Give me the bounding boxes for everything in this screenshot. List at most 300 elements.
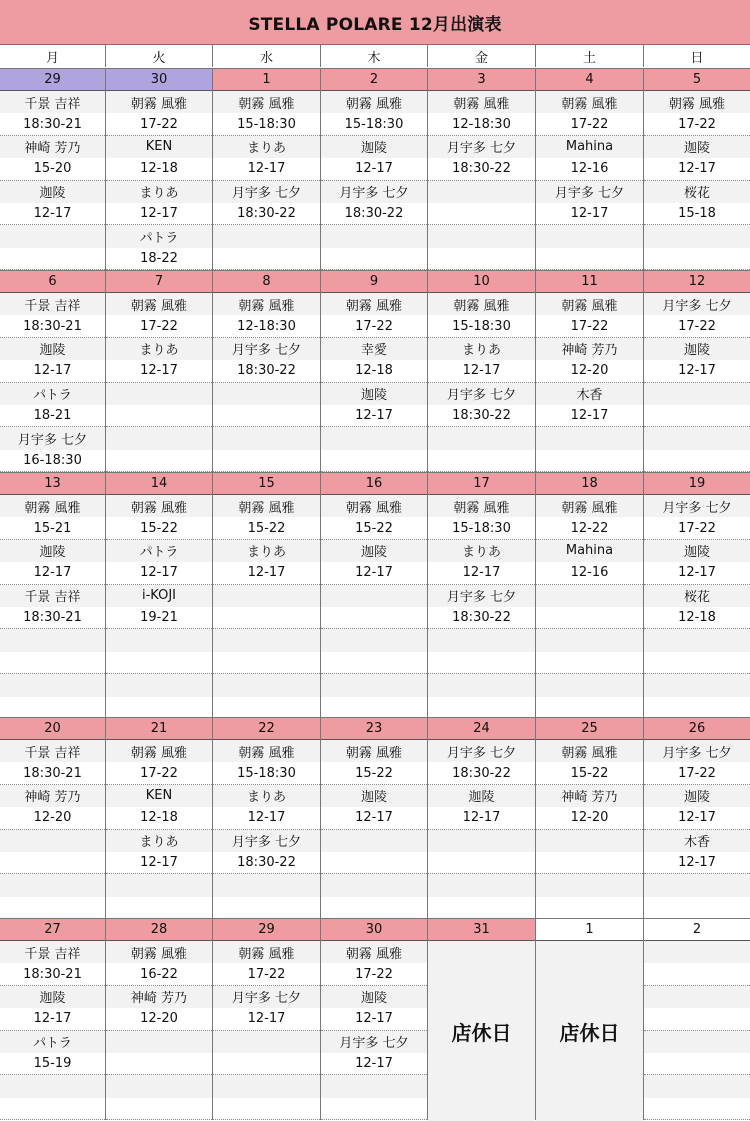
date-number: 29: [0, 69, 105, 91]
date-number: 20: [0, 718, 105, 740]
performer-name: 神崎 芳乃: [0, 785, 105, 807]
performance-time: 12-17: [106, 562, 212, 584]
date-number: 27: [0, 919, 105, 941]
empty-slot: [644, 450, 750, 472]
day-cell: [213, 68, 321, 270]
performance-time: 12-17: [644, 360, 750, 382]
date-number: 21: [106, 718, 212, 740]
performer-name: 月宇多 七夕: [321, 1031, 427, 1053]
empty-slot: [0, 674, 105, 696]
performance-time: 12-17: [0, 1008, 105, 1030]
performance-time: 17-22: [106, 762, 212, 784]
performance-time: 12-17: [213, 562, 320, 584]
date-number: 11: [536, 271, 643, 293]
date-number: 29: [213, 919, 320, 941]
performance-time: 12-17: [428, 562, 535, 584]
performer-name: パトラ: [106, 540, 212, 562]
performer-name: 月宇多 七夕: [644, 740, 750, 762]
empty-slot: [321, 1075, 427, 1097]
performance-time: 12-17: [644, 807, 750, 829]
performance-time: 15-22: [321, 762, 427, 784]
performer-name: 千景 吉祥: [0, 91, 105, 113]
performance-time: 17-22: [106, 315, 212, 337]
performance-time: 12-22: [536, 517, 643, 539]
performer-name: 朝霧 風雅: [106, 941, 212, 963]
empty-slot: [644, 383, 750, 405]
performance-time: 12-18: [321, 360, 427, 382]
empty-slot: [644, 874, 750, 896]
performance-time: 18:30-21: [0, 762, 105, 784]
empty-slot: [644, 963, 750, 985]
performer-name: 神崎 芳乃: [536, 338, 643, 360]
performer-name: 迦陵: [0, 338, 105, 360]
empty-slot: [213, 629, 320, 651]
performer-name: 桜花: [644, 585, 750, 607]
performer-name: 朝霧 風雅: [536, 495, 643, 517]
week-row: [0, 270, 750, 472]
performer-name: 迦陵: [644, 540, 750, 562]
empty-slot: [213, 1075, 320, 1097]
empty-slot: [428, 629, 535, 651]
empty-slot: [0, 697, 105, 719]
performance-time: 18:30-22: [428, 762, 535, 784]
empty-slot: [644, 225, 750, 247]
performance-time: 12-20: [106, 1008, 212, 1030]
performer-name: 月宇多 七夕: [428, 136, 535, 158]
empty-slot: [321, 629, 427, 651]
performance-time: 12-17: [644, 562, 750, 584]
performer-name: 神崎 芳乃: [536, 785, 643, 807]
performance-time: 18:30-22: [213, 203, 320, 225]
performance-time: 12-17: [536, 203, 643, 225]
performance-time: 15-18:30: [428, 517, 535, 539]
performer-name: 迦陵: [0, 986, 105, 1008]
performance-time: 19-21: [106, 607, 212, 629]
empty-slot: [644, 697, 750, 719]
empty-slot: [321, 427, 427, 449]
performer-name: KEN: [106, 136, 212, 158]
empty-slot: [0, 897, 105, 919]
empty-slot: [321, 830, 427, 852]
empty-slot: [321, 874, 427, 896]
day-cell: [428, 68, 536, 270]
performer-name: 月宇多 七夕: [428, 740, 535, 762]
date-number: 12: [644, 271, 750, 293]
performance-time: 17-22: [106, 113, 212, 135]
day-cell: [213, 270, 321, 472]
performance-time: 17-22: [644, 762, 750, 784]
performance-time: 12-18: [644, 607, 750, 629]
empty-slot: [536, 450, 643, 472]
performance-time: 15-21: [0, 517, 105, 539]
performance-time: 12-17: [0, 360, 105, 382]
day-cell: [213, 717, 321, 918]
day-cell: [321, 270, 428, 472]
performance-time: 12-20: [0, 807, 105, 829]
performance-time: 15-22: [213, 517, 320, 539]
closed-day-label: 店休日: [536, 941, 643, 1121]
performance-time: 12-17: [0, 203, 105, 225]
date-number: 19: [644, 473, 750, 495]
performer-name: 月宇多 七夕: [213, 338, 320, 360]
weekday-thu: 木: [321, 45, 428, 67]
day-cell: [644, 270, 750, 472]
empty-slot: [106, 674, 212, 696]
performer-name: 朝霧 風雅: [213, 941, 320, 963]
performance-time: 15-20: [0, 158, 105, 180]
performance-time: 12-18:30: [428, 113, 535, 135]
performer-name: 朝霧 風雅: [0, 495, 105, 517]
performer-name: 月宇多 七夕: [0, 427, 105, 449]
empty-slot: [106, 427, 212, 449]
performance-time: 12-17: [428, 360, 535, 382]
performance-time: 12-18:30: [213, 315, 320, 337]
empty-slot: [644, 674, 750, 696]
performer-name: まりあ: [106, 181, 212, 203]
day-cell: [536, 918, 644, 1120]
performer-name: まりあ: [428, 338, 535, 360]
performer-name: 月宇多 七夕: [428, 383, 535, 405]
weekday-tue: 火: [106, 45, 213, 67]
empty-slot: [644, 652, 750, 674]
performer-name: 迦陵: [644, 785, 750, 807]
performance-time: 18:30-21: [0, 963, 105, 985]
performance-time: 12-17: [321, 1008, 427, 1030]
performer-name: 月宇多 七夕: [213, 830, 320, 852]
empty-slot: [213, 1098, 320, 1120]
empty-slot: [321, 852, 427, 874]
day-cell: [536, 68, 644, 270]
empty-slot: [536, 830, 643, 852]
performer-name: 桜花: [644, 181, 750, 203]
performer-name: パトラ: [0, 383, 105, 405]
performer-name: 月宇多 七夕: [428, 585, 535, 607]
empty-slot: [536, 697, 643, 719]
performance-time: 18-21: [0, 405, 105, 427]
weekday-mon: 月: [0, 45, 106, 67]
empty-slot: [321, 607, 427, 629]
empty-slot: [321, 248, 427, 270]
performer-name: 朝霧 風雅: [536, 91, 643, 113]
page-title: STELLA POLARE 12月出演表: [0, 0, 750, 45]
performance-time: 12-17: [0, 562, 105, 584]
empty-slot: [106, 1053, 212, 1075]
performer-name: i-KOJI: [106, 585, 212, 607]
performance-time: 12-17: [644, 158, 750, 180]
empty-slot: [106, 383, 212, 405]
date-number: 17: [428, 473, 535, 495]
empty-slot: [644, 1053, 750, 1075]
performer-name: 月宇多 七夕: [321, 181, 427, 203]
performance-time: 17-22: [536, 113, 643, 135]
performer-name: 朝霧 風雅: [106, 91, 212, 113]
day-cell: [644, 717, 750, 918]
empty-slot: [428, 225, 535, 247]
empty-slot: [644, 1075, 750, 1097]
empty-slot: [321, 450, 427, 472]
day-cell: [106, 717, 213, 918]
empty-slot: [213, 1031, 320, 1053]
empty-slot: [428, 427, 535, 449]
empty-slot: [0, 1075, 105, 1097]
performer-name: 千景 吉祥: [0, 293, 105, 315]
day-cell: [321, 918, 428, 1120]
performance-time: 18:30-22: [428, 607, 535, 629]
performer-name: 迦陵: [644, 338, 750, 360]
day-cell: [0, 270, 106, 472]
performance-time: 16-22: [106, 963, 212, 985]
empty-slot: [106, 897, 212, 919]
empty-slot: [644, 405, 750, 427]
empty-slot: [536, 585, 643, 607]
performer-name: まりあ: [213, 136, 320, 158]
performer-name: 朝霧 風雅: [213, 740, 320, 762]
empty-slot: [213, 652, 320, 674]
empty-slot: [213, 1053, 320, 1075]
empty-slot: [644, 986, 750, 1008]
empty-slot: [536, 607, 643, 629]
performer-name: 朝霧 風雅: [213, 495, 320, 517]
performance-time: 12-17: [321, 1053, 427, 1075]
empty-slot: [213, 450, 320, 472]
empty-slot: [213, 697, 320, 719]
empty-slot: [428, 652, 535, 674]
performer-name: 朝霧 風雅: [106, 293, 212, 315]
performance-time: 12-17: [644, 852, 750, 874]
date-number: 15: [213, 473, 320, 495]
performance-time: 18-22: [106, 248, 212, 270]
performance-time: 12-18: [106, 807, 212, 829]
empty-slot: [321, 652, 427, 674]
performer-name: 月宇多 七夕: [644, 495, 750, 517]
performer-name: 朝霧 風雅: [644, 91, 750, 113]
day-cell: [0, 918, 106, 1120]
empty-slot: [106, 1075, 212, 1097]
date-number: 10: [428, 271, 535, 293]
empty-slot: [536, 652, 643, 674]
day-cell: [0, 472, 106, 717]
day-cell: [106, 918, 213, 1120]
performance-time: 18:30-21: [0, 607, 105, 629]
day-cell: [428, 717, 536, 918]
day-cell: [644, 918, 750, 1120]
performer-name: パトラ: [106, 225, 212, 247]
empty-slot: [0, 248, 105, 270]
date-number: 3: [428, 69, 535, 91]
weekday-sat: 土: [536, 45, 644, 67]
day-cell: [321, 717, 428, 918]
empty-slot: [106, 874, 212, 896]
date-number: 24: [428, 718, 535, 740]
empty-slot: [106, 629, 212, 651]
performer-name: まりあ: [428, 540, 535, 562]
empty-slot: [213, 225, 320, 247]
date-number: 16: [321, 473, 427, 495]
day-cell: [106, 68, 213, 270]
performer-name: 迦陵: [321, 540, 427, 562]
performance-time: 18:30-22: [428, 405, 535, 427]
performer-name: まりあ: [213, 540, 320, 562]
performance-time: 18:30-22: [213, 360, 320, 382]
weekday-wed: 水: [213, 45, 321, 67]
date-number: 8: [213, 271, 320, 293]
performance-time: 17-22: [213, 963, 320, 985]
date-number: 9: [321, 271, 427, 293]
date-number: 25: [536, 718, 643, 740]
empty-slot: [428, 852, 535, 874]
empty-slot: [536, 674, 643, 696]
performer-name: パトラ: [0, 1031, 105, 1053]
empty-slot: [644, 941, 750, 963]
performer-name: 朝霧 風雅: [321, 91, 427, 113]
empty-slot: [213, 585, 320, 607]
day-cell: [536, 717, 644, 918]
empty-slot: [644, 897, 750, 919]
empty-slot: [0, 629, 105, 651]
empty-slot: [644, 1098, 750, 1120]
empty-slot: [213, 427, 320, 449]
performance-time: 12-17: [321, 405, 427, 427]
weekday-fri: 金: [428, 45, 536, 67]
performer-name: 迦陵: [0, 181, 105, 203]
date-number: 22: [213, 718, 320, 740]
performer-name: 朝霧 風雅: [213, 91, 320, 113]
performance-time: 12-17: [321, 158, 427, 180]
empty-slot: [428, 248, 535, 270]
empty-slot: [644, 1008, 750, 1030]
empty-slot: [0, 225, 105, 247]
performer-name: 神崎 芳乃: [106, 986, 212, 1008]
day-cell: [321, 68, 428, 270]
performance-time: 17-22: [644, 113, 750, 135]
performance-time: 12-20: [536, 360, 643, 382]
performance-time: 15-18:30: [428, 315, 535, 337]
date-number: 26: [644, 718, 750, 740]
date-number: 14: [106, 473, 212, 495]
performance-time: 15-18: [644, 203, 750, 225]
date-number: 13: [0, 473, 105, 495]
empty-slot: [321, 897, 427, 919]
day-cell: [644, 68, 750, 270]
empty-slot: [0, 830, 105, 852]
performance-time: 12-16: [536, 158, 643, 180]
date-number: 5: [644, 69, 750, 91]
week-row: [0, 472, 750, 717]
performer-name: 千景 吉祥: [0, 740, 105, 762]
performer-name: 朝霧 風雅: [321, 293, 427, 315]
empty-slot: [213, 607, 320, 629]
performance-time: 12-17: [213, 807, 320, 829]
performer-name: 迦陵: [321, 383, 427, 405]
performance-time: 16-18:30: [0, 450, 105, 472]
date-number: 1: [536, 919, 643, 941]
performance-time: 17-22: [321, 315, 427, 337]
empty-slot: [321, 674, 427, 696]
performer-name: 迦陵: [321, 986, 427, 1008]
performance-time: 15-22: [106, 517, 212, 539]
performer-name: 迦陵: [644, 136, 750, 158]
empty-slot: [213, 248, 320, 270]
date-number: 2: [644, 919, 750, 941]
empty-slot: [428, 450, 535, 472]
performance-time: 18:30-22: [428, 158, 535, 180]
empty-slot: [428, 674, 535, 696]
empty-slot: [213, 674, 320, 696]
performer-name: 朝霧 風雅: [106, 740, 212, 762]
day-cell: [644, 472, 750, 717]
day-cell: [213, 472, 321, 717]
date-number: 4: [536, 69, 643, 91]
week-row: [0, 68, 750, 270]
empty-slot: [536, 248, 643, 270]
empty-slot: [0, 852, 105, 874]
empty-slot: [106, 1031, 212, 1053]
performer-name: 迦陵: [428, 785, 535, 807]
day-cell: [536, 270, 644, 472]
empty-slot: [428, 697, 535, 719]
performer-name: 朝霧 風雅: [428, 495, 535, 517]
performer-name: 朝霧 風雅: [106, 495, 212, 517]
date-number: 18: [536, 473, 643, 495]
performer-name: まりあ: [106, 338, 212, 360]
performer-name: 迦陵: [321, 785, 427, 807]
empty-slot: [0, 652, 105, 674]
performance-time: 12-18: [106, 158, 212, 180]
date-number: 31: [428, 919, 535, 941]
performer-name: 木香: [536, 383, 643, 405]
closed-day-label: 店休日: [428, 941, 535, 1121]
performance-time: 12-20: [536, 807, 643, 829]
empty-slot: [536, 629, 643, 651]
day-cell: [428, 918, 536, 1120]
performance-time: 12-17: [213, 1008, 320, 1030]
empty-slot: [0, 1098, 105, 1120]
date-number: 23: [321, 718, 427, 740]
empty-slot: [428, 203, 535, 225]
day-cell: [536, 472, 644, 717]
date-number: 30: [106, 69, 212, 91]
day-cell: [106, 472, 213, 717]
performer-name: 迦陵: [321, 136, 427, 158]
empty-slot: [536, 897, 643, 919]
performer-name: 朝霧 風雅: [536, 293, 643, 315]
performer-name: 月宇多 七夕: [213, 986, 320, 1008]
performance-time: 15-18:30: [213, 762, 320, 784]
performance-time: 12-17: [536, 405, 643, 427]
performance-time: 15-19: [0, 1053, 105, 1075]
empty-slot: [321, 1098, 427, 1120]
performance-time: 17-22: [321, 963, 427, 985]
performance-time: 12-17: [106, 852, 212, 874]
performer-name: まりあ: [106, 830, 212, 852]
performance-time: 15-18:30: [321, 113, 427, 135]
empty-slot: [213, 383, 320, 405]
empty-slot: [106, 652, 212, 674]
performance-time: 18:30-21: [0, 315, 105, 337]
day-cell: [0, 717, 106, 918]
performance-time: 12-17: [428, 807, 535, 829]
date-number: 1: [213, 69, 320, 91]
day-cell: [106, 270, 213, 472]
empty-slot: [536, 852, 643, 874]
day-cell: [321, 472, 428, 717]
performer-name: 朝霧 風雅: [428, 293, 535, 315]
empty-slot: [106, 450, 212, 472]
performer-name: 千景 吉祥: [0, 941, 105, 963]
empty-slot: [0, 874, 105, 896]
day-cell: [213, 918, 321, 1120]
empty-slot: [428, 830, 535, 852]
